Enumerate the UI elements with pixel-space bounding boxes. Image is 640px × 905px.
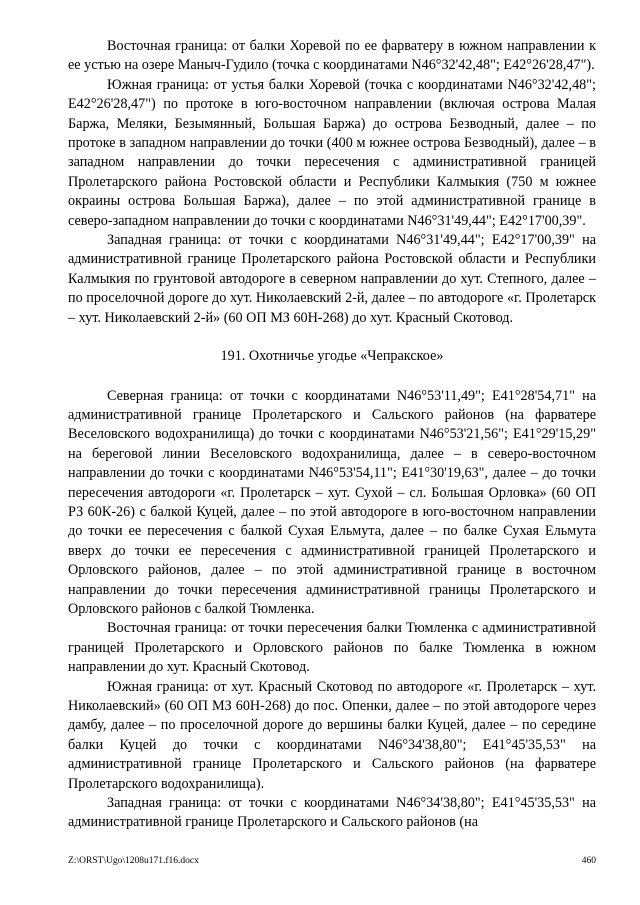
paragraph-south-border-2: Южная граница: от хут. Красный Скотовод по автодороге «г. Пролетарск – хут. Николаевский» (60 ОП МЗ 60Н-268) до пос. Опенки, далее – по этой автодороге через дамбу, далее – по проселочной дороге до вершины балки Куцей, далее – по середине балки Куцей до точки с координатами N46°34'38,80"; E41°45'35,53" на административной границе Пролетарского и Сальского районов (на фарватере Пролетарского водохранилища). (68, 678, 596, 792)
paragraph-east-border-2: Восточная граница: от точки пересечения балки Тюмленка с административной границей Пролетарского и Орловского районов по балке Тюмленка в южном направлении до хут. Красный Скотовод. (68, 620, 596, 676)
paragraph-east-border-1: Восточная граница: от балки Хоревой по ее фарватеру в южном направлении к ее устью на озере Маныч-Гудило (точка с координатами N46°32'42,48"; E42°26'28,47"). (68, 38, 596, 74)
footer-page-number: 460 (581, 856, 596, 866)
paragraph-west-border-1: Западная граница: от точки с координатами N46°31'49,44"; E42°17'00,39" на административной границе Пролетарского района Ростовской области и Республики Калмыкия по грунтовой автодороге в северном направлении до хут. Степного, далее – по проселочной дороге до хут. Николаевский 2-й, далее – по автодороге «г. Пролетарск – хут. Николаевский 2-й» (60 ОП МЗ 60Н-268) до хут. Красный Скотовод. (68, 232, 596, 326)
footer-file-path: Z:\ORST\Ugo\1208u171.f16.docx (68, 856, 199, 866)
paragraph-west-border-2: Западная граница: от точки с координатами N46°34'38,80"; E41°45'35,53" на административной границе Пролетарского и Сальского районов (на (68, 795, 596, 831)
paragraph-south-border-1: Южная граница: от устья балки Хоревой (точка с координатами N46°32'42,48"; E42°26'28,47") по протоке в юго-восточном направлении (включая острова Малая Баржа, Меляки, Безымянный, Большая Баржа) до острова Безводный, далее – по протоке в западном направлении до точки (400 м южнее острова Безводный), далее – в западном направлении до точки пересечения с административной границей Пролетарского района Ростовской области и Республики Калмыкия (750 м южнее окраины острова Большая Баржа), далее – по этой административной границе в северо-западном направлении до точки с координатами N46°31'49,44"; E42°17'00,39". (68, 76, 596, 229)
paragraph-north-border-2: Северная граница: от точки с координатами N46°53'11,49"; E41°28'54,71" на административной границе Пролетарского и Сальского районов (на фарватере Веселовского водохранилища) до точки с координатами N46°53'21,56"; E41°29'15,29" на береговой линии Веселовского водохранилища, далее – в северо-восточном направлении до точки с координатами N46°53'54,11"; E41°30'19,63", далее – до точки пересечения автодороги «г. Пролетарск – хут. Сухой – сл. Большая Орловка» (60 ОП РЗ 60К-26) с балкой Куцей, далее – по этой автодороге в юго-восточном направлении до точки ее пересечения с балкой Сухая Ельмута, далее – по балке Сухая Ельмута вверх до точки ее пересечения с административной границей Пролетарского и Орловского районов, далее – по этой административной границе в восточном направлении до точки пересечения административной границы Пролетарского и Орловского районов с балкой Тюмленка. (68, 387, 596, 617)
section-heading: 191. Охотничье угодье «Чепракское» (220, 348, 444, 365)
document-body (68, 37, 596, 833)
